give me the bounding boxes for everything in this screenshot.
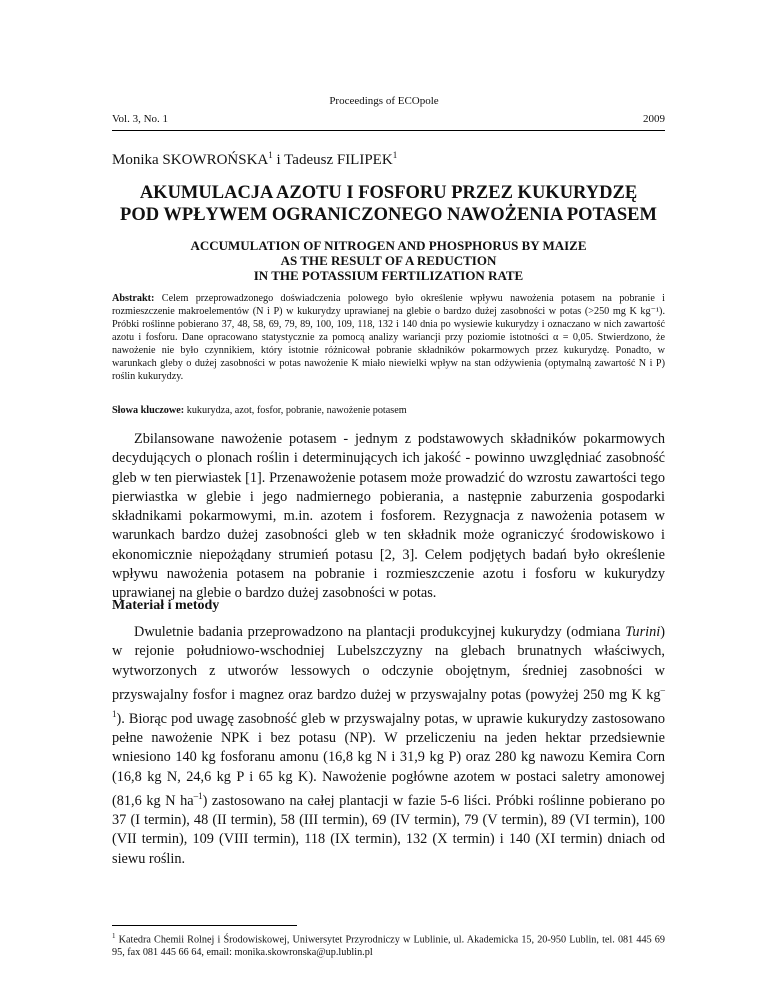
- section-heading-methods: Materiał i metody: [112, 598, 220, 613]
- abstract: [112, 292, 665, 383]
- introduction-paragraph: Zbilansowane nawożenie potasem - jednym z podstawowych składników pokarmowych decydujących o plonach roślin i determinujących ich jakość - powinno uwzględniać zasobność gleb w ten pierwiastek [1]. Przenawożenie potasem może prowadzić do wzrostu zawartości tego pierwiastka w glebie i jego nadmiernego pobierania, a następnie zaburzenia gospodarki składnikami pokarmowymi, m.in. azotem i fosforem. Rezygnacja z nawożenia potasem w warunkach bardzo dużej zasobności gleb w ten składnik może ograniczyć środowiskowo i ekonomicznie niepożądany strumień potasu [2, 3]. Celem podjętych badań było określenie wpływu nawożenia potasem na pobranie i rozmieszczenie azotu i fosforu w kukurydzy uprawianej na glebie o bardzo dużej zasobności w potas.: [112, 431, 665, 602]
- variety-name: Turini: [625, 624, 661, 640]
- abstract-text: Celem przeprowadzonego doświadczenia polowego było określenie wpływu nawożenia potasem na pobranie i rozmieszczenie makroelementów (N i P) w kukurydzy uprawianej na glebie o bardzo dużej zasobności w potas (>250 mg K kg⁻¹). Próbki roślinne pobierano 37, 48, 58, 69, 79, 89, 100, 109, 118, 132 i 140 dnia po wysiewie kukurydzy i oznaczano w nich zawartość azotu i fosforu. Dane opracowano statystycznie za pomocą analizy wariancji przy poziomie istotności α = 0,05. Stwierdzono, że nawożenie nie było czynnikiem, który istotnie różnicował pobranie składników pokarmowych przez kukurydzę. Ponadto, w warunkach gleby o dużej zasobności w potas nawożenie K miało niewielki wpływ na stan odżywienia (optymalną zawartość N i P) roślin kukurydzy.: [112, 293, 665, 382]
- keywords: [112, 405, 665, 416]
- author-2: Tadeusz FILIPEK: [284, 152, 393, 168]
- exponent-2: –1: [193, 790, 203, 801]
- footnote-rule: [112, 925, 297, 926]
- title-english-line-1: ACCUMULATION OF NITROGEN AND PHOSPHORUS BY MAIZE: [190, 238, 587, 253]
- footnote: [112, 930, 665, 959]
- title-polish-line-1: AKUMULACJA AZOTU I FOSFORU PRZEZ KUKURYDZĘ: [139, 183, 638, 203]
- methods-text-4: ) zastosowano na całej plantacji w fazie 5-6 liści. Próbki roślinne pobierano po 37 (I termin), 48 (II termin), 58 (III termin), 69 (IV termin), 79 (V termin), 89 (VI termin), 100 (VII termin), 109 (VIII termin), 118 (IX termin), 132 (X termin) i 140 (XI termin) dniach od siewu roślin.: [112, 792, 665, 867]
- footnote-text: Katedra Chemii Rolnej i Środowiskowej, Uniwersytet Przyrodniczy w Lublinie, ul. Akademicka 15, 20-950 Lublin, tel. 081 445 69 95, fax 081 445 66 64, email: monika.skowronska@up.lublin.pl: [112, 934, 665, 959]
- methods-paragraph: [112, 623, 665, 869]
- author-2-affiliation: 1: [392, 150, 398, 160]
- header-rule: [112, 130, 665, 131]
- exponent-1: –1: [112, 684, 665, 719]
- volume-number: Vol. 3, No. 1: [112, 113, 169, 125]
- methods-text-3: ). Biorąc pod uwagę zasobność gleb w przyswajalny potas, w uprawie kukurydzy zastosowano pełne nawożenie NPK i bez potasu (NP). W przeliczeniu na jeden hektar przedsiewnie wniesiono 140 kg fosforanu amonu (16,8 kg N i 31,9 kg P) oraz 280 kg nawozu Kemira Corn (16,8 kg N, 24,6 kg P i 65 kg K). Nawożenie pogłówne azotem w postaci saletry amonowej (81,6 kg N ha: [112, 710, 665, 809]
- publication-year: 2009: [643, 113, 665, 125]
- title-polish-line-2: POD WPŁYWEM OGRANICZONEGO NAWOŻENIA POTASEM: [120, 205, 657, 225]
- author-connector: i: [272, 152, 285, 168]
- methods-text-1: Dwuletnie badania przeprowadzono na plantacji produkcyjnej kukurydzy (odmiana: [134, 624, 626, 640]
- keywords-text: kukurydza, azot, fosfor, pobranie, nawożenie potasem: [184, 405, 407, 416]
- title-polish: [112, 182, 665, 226]
- methods-text-2: ) w rejonie południowo-wschodniej Lubelszczyzny na glebach brunatnych właściwych, wytworzonych z utworów lessowych o odczynie obojętnym, średniej zasobności w przyswajalny fosfor i magnez oraz bardzo dużej w przyswajalny potas (powyżej 250 mg K kg: [112, 624, 665, 703]
- title-english-line-2: AS THE RESULT OF A REDUCTION: [280, 253, 497, 268]
- journal-name: Proceedings of ECOpole: [329, 95, 439, 107]
- author-line: [112, 150, 397, 169]
- author-1: Monika SKOWROŃSKA: [112, 152, 269, 168]
- title-english: [112, 238, 665, 283]
- author-1-affiliation: 1: [268, 150, 273, 160]
- abstract-label: Abstrakt:: [112, 293, 155, 304]
- title-english-line-3: IN THE POTASSIUM FERTILIZATION RATE: [253, 268, 524, 283]
- keywords-label: Słowa kluczowe:: [112, 405, 185, 416]
- footnote-mark: 1: [112, 932, 116, 940]
